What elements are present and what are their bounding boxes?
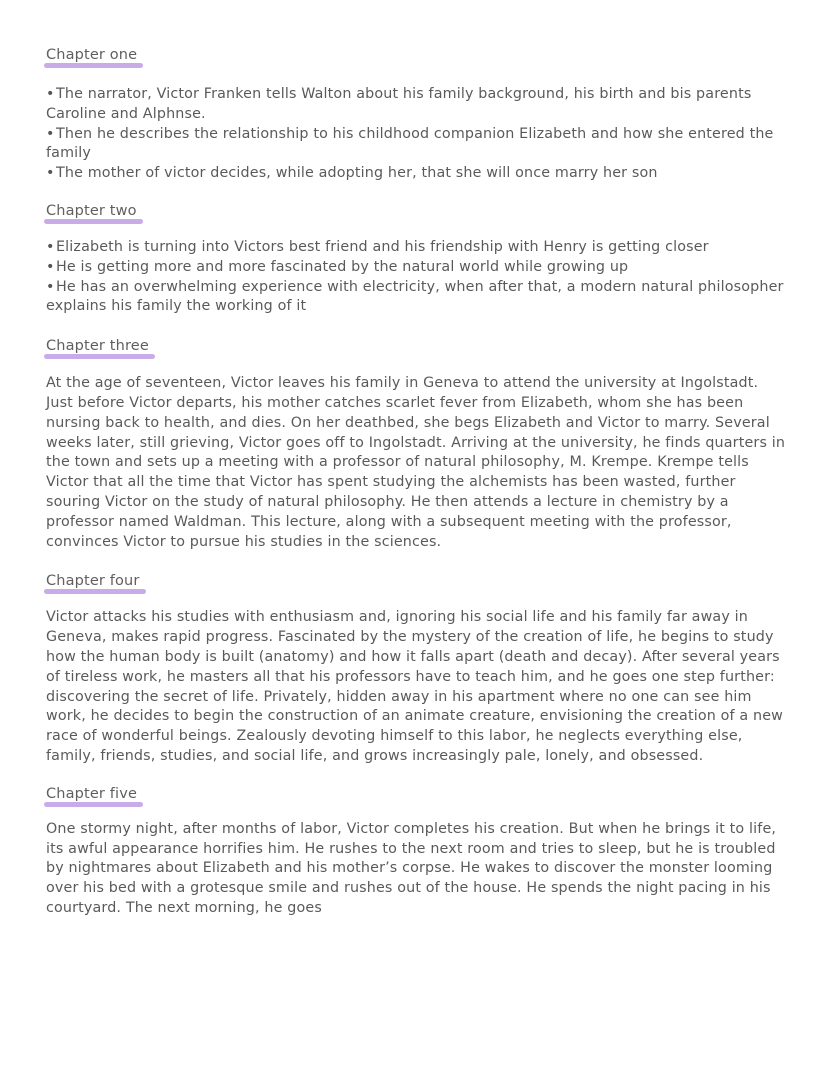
chapter-three-heading bbox=[46, 335, 150, 357]
chapter-one-heading bbox=[46, 44, 138, 66]
chapter-one-bullets bbox=[46, 85, 786, 184]
heading-highlight bbox=[44, 63, 143, 68]
list-item: •He has an overwhelming experience with electricity, when after that, a modern natural philosopher explains his family the working of it bbox=[46, 278, 784, 315]
heading-highlight bbox=[44, 802, 143, 807]
list-item: •The mother of victor decides, while adopting her, that she will once marry her son bbox=[46, 164, 786, 184]
chapter-two-title: Chapter two bbox=[46, 202, 137, 219]
chapter-four-heading bbox=[46, 570, 141, 592]
chapter-one-section bbox=[46, 44, 786, 184]
chapter-one-title: Chapter one bbox=[46, 47, 138, 63]
bullet-icon: • bbox=[46, 278, 55, 295]
heading-highlight bbox=[44, 219, 143, 224]
bullet-icon: • bbox=[46, 125, 55, 142]
bullet-icon: • bbox=[46, 238, 55, 255]
chapter-four-text: Victor attacks his studies with enthusiasm and, ignoring his social life and his family far away in Geneva, makes rapid progress. Fascinated by the mystery of the creation of life, he begins to study how the human body is built (anatomy) and how it falls apart (death and decay). After several years of tireless work, he masters all that his professors have to teach him, and he goes one step further: discovering the secret of life. Privately, hidden away in his apartment where no one can see him work, he decides to begin the construction of an animate creature, envisioning the creation of a new race of wonderful beings. Zealously devoting himself to this labor, he neglects everything else, family, friends, studies, and social life, and grows increasingly pale, lonely, and obsessed. bbox=[46, 609, 784, 764]
heading-highlight bbox=[44, 354, 155, 359]
chapter-four-section bbox=[46, 570, 786, 766]
chapter-five-title: Chapter five bbox=[46, 785, 138, 802]
chapter-two-bullets bbox=[46, 238, 786, 317]
list-item: •Then he describes the relationship to his childhood companion Elizabeth and how she entered the family bbox=[46, 125, 774, 162]
chapter-five-text: One stormy night, after months of labor, Victor completes his creation. But when he brings it to life, its awful appearance horrifies him. He rushes to the next room and tries to sleep, but he is troubled by nightmares about Elizabeth and his mother’s corpse. He wakes to discover the monster looming over his bed with a grotesque smile and rushes out of the house. He spends the night pacing in his courtyard. The next morning, he goes bbox=[46, 820, 777, 916]
notes-page bbox=[46, 44, 786, 919]
bullet-icon: • bbox=[46, 258, 55, 275]
chapter-three-text: At the age of seventeen, Victor leaves his family in Geneva to attend the university at Ingolstadt. Just before Victor departs, his mother catches scarlet fever from Elizabeth, whom she has been nursing back to health, and dies. On her deathbed, she begs Elizabeth and Victor to marry. Several weeks later, still grieving, Victor goes off to Ingolstadt. Arriving at the university, he finds quarters in the town and sets up a meeting with a professor of natural philosophy, M. Krempe. Krempe tells Victor that all the time that Victor has spent studying the alchemists has been wasted, further souring Victor on the study of natural philosophy. He then attends a lecture in chemistry by a professor named Waldman. This lecture, along with a subsequent meeting with the professor, convinces Victor to pursue his studies in the sciences. bbox=[46, 375, 786, 550]
heading-highlight bbox=[44, 589, 146, 594]
chapter-three-title: Chapter three bbox=[46, 338, 149, 355]
chapter-five-section bbox=[46, 783, 786, 919]
chapter-two-heading bbox=[46, 200, 138, 222]
bullet-icon: • bbox=[46, 86, 55, 102]
chapter-four-title: Chapter four bbox=[46, 573, 140, 590]
list-item: •Elizabeth is turning into Victors best friend and his friendship with Henry is getting closer bbox=[46, 238, 786, 258]
chapter-three-section bbox=[46, 335, 786, 552]
bullet-icon: • bbox=[46, 165, 55, 182]
chapter-two-section bbox=[46, 200, 786, 317]
chapter-five-heading bbox=[46, 783, 138, 805]
list-item: •The narrator, Victor Franken tells Walton about his family background, his birth and bis parents Caroline and Alphnse. bbox=[46, 86, 752, 122]
list-item: •He is getting more and more fascinated by the natural world while growing up bbox=[46, 258, 786, 278]
